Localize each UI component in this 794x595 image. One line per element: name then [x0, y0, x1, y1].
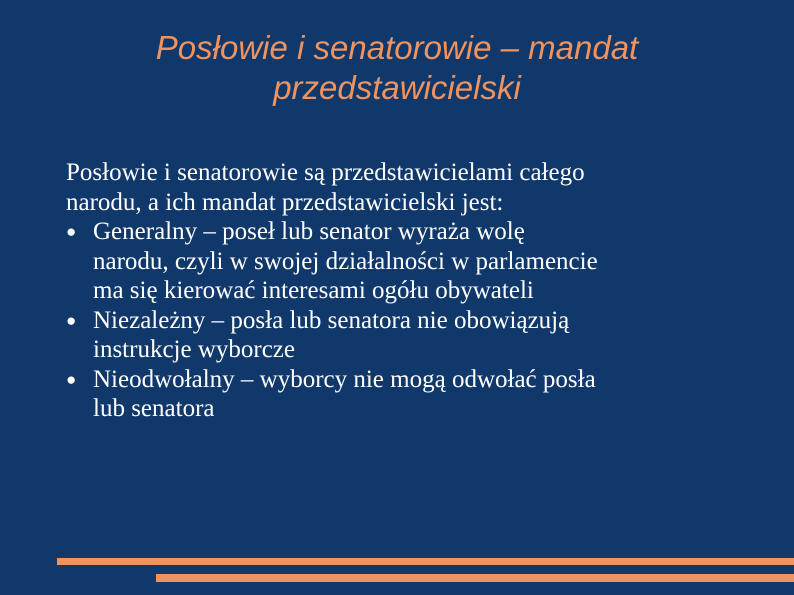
bullet-line: Generalny – poseł lub senator wyraża wolę — [93, 218, 525, 245]
slide-body — [66, 158, 766, 424]
bullet-line: narodu, czyli w swojej działalności w parlamencie — [93, 247, 598, 275]
decorative-bar-top — [57, 558, 794, 565]
bullet-dot-icon: ● — [66, 310, 77, 330]
slide-title-line: przedstawicielski — [273, 69, 521, 106]
bullet-dot-icon: ● — [66, 222, 77, 241]
bullet-line: lub senatora — [93, 395, 215, 422]
intro-line: Posłowie i senatorowie są przedstawicielami całego — [66, 159, 585, 186]
intro-paragraph — [66, 158, 766, 217]
bullet-line: instrukcje wyborcze — [93, 336, 296, 363]
bullet-item-generalny — [66, 217, 766, 306]
slide-title — [40, 28, 754, 108]
bullet-line: ma się kierować interesami ogółu obywateli — [93, 277, 534, 304]
bullet-line: Nieodwołalny – wyborcy nie mogą odwołać posła — [93, 365, 596, 393]
bullet-item-niezalezny — [66, 306, 766, 365]
decorative-bar-bottom — [156, 574, 794, 582]
slide-title-line: Posłowie i senatorowie – mandat — [155, 29, 639, 66]
bullet-line: Niezależny – posła lub senatora nie obowiązują — [93, 306, 570, 334]
bullet-item-nieodwolalny — [66, 365, 766, 424]
bullet-dot-icon: ● — [66, 369, 77, 389]
intro-line: narodu, a ich mandat przedstawicielski jest: — [66, 188, 504, 216]
